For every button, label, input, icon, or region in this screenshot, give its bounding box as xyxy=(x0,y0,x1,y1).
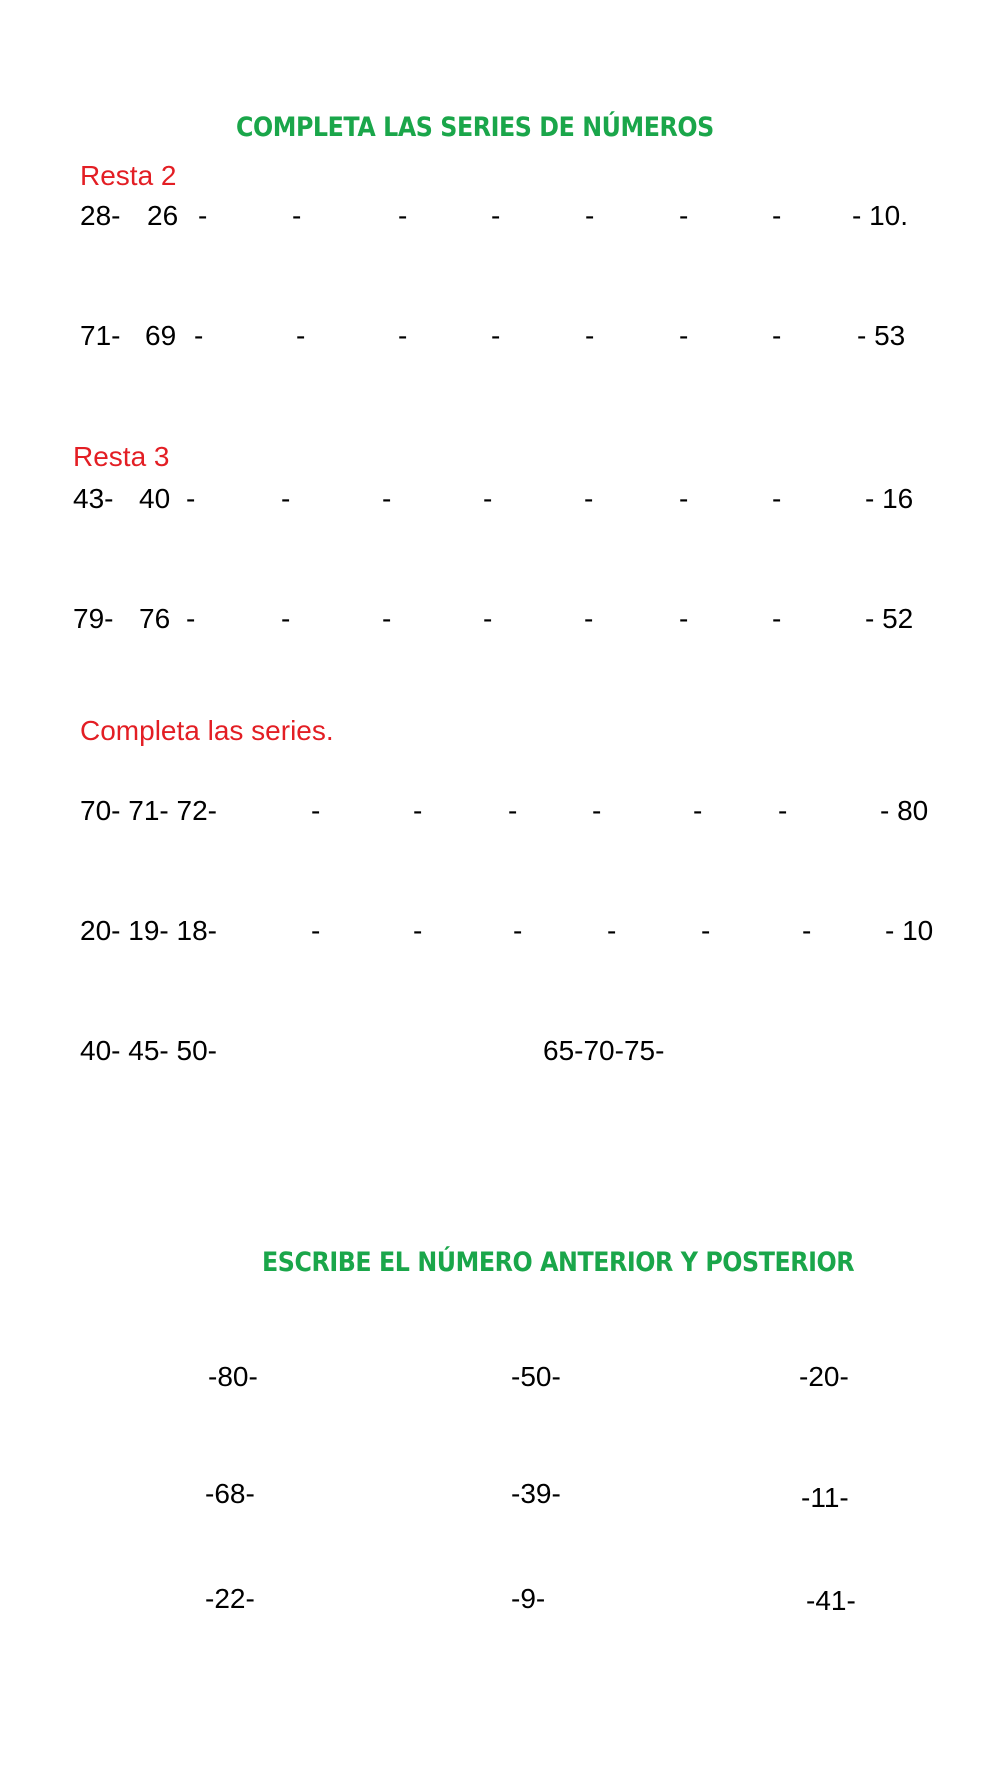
series-dash: - xyxy=(772,483,782,514)
series-dash: - xyxy=(701,915,711,946)
series-start: 40- 45- 50- xyxy=(80,1035,217,1066)
number-item: -39- xyxy=(511,1478,561,1509)
series-dash: - xyxy=(772,200,782,231)
number-item: -22- xyxy=(205,1583,255,1614)
number-item: -20- xyxy=(799,1361,849,1392)
number-item: -68- xyxy=(205,1478,255,1509)
series-dash: - xyxy=(413,795,423,826)
series-dash: - xyxy=(186,483,196,514)
series-end: - 16 xyxy=(865,483,914,514)
heading-resta-2: Resta 2 xyxy=(80,160,177,191)
series-dash: - xyxy=(491,320,501,351)
series-end: - 53 xyxy=(857,320,906,351)
series-dash: - xyxy=(584,603,594,634)
title-completa-series: COMPLETA LAS SERIES DE NÚMEROS xyxy=(236,112,714,143)
series-end: - 80 xyxy=(880,795,929,826)
series-dash: - xyxy=(584,483,594,514)
series-dash: - xyxy=(778,795,788,826)
number-item: -80- xyxy=(208,1361,258,1392)
series-dash: - xyxy=(382,603,392,634)
series-dash: - xyxy=(296,320,306,351)
series-start: 71- xyxy=(80,320,121,351)
series-dash: - xyxy=(398,320,408,351)
series-dash: - xyxy=(693,795,703,826)
series-start: 79- xyxy=(73,603,114,634)
series-dash: - xyxy=(194,320,204,351)
series-second: 26 xyxy=(147,200,179,231)
series-dash: - xyxy=(281,603,291,634)
series-dash: - xyxy=(679,483,689,514)
series-end: - 52 xyxy=(865,603,914,634)
series-middle: 65-70-75- xyxy=(543,1035,665,1066)
series-dash: - xyxy=(311,795,321,826)
series-second: 69 xyxy=(145,320,177,351)
series-dash: - xyxy=(186,603,196,634)
series-dash: - xyxy=(679,320,689,351)
number-item: -41- xyxy=(806,1585,856,1616)
series-dash: - xyxy=(607,915,617,946)
series-start: 43- xyxy=(73,483,114,514)
series-dash: - xyxy=(592,795,602,826)
number-item: -50- xyxy=(511,1361,561,1392)
series-dash: - xyxy=(483,603,493,634)
series-dash: - xyxy=(772,320,782,351)
series-dash: - xyxy=(281,483,291,514)
series-dash: - xyxy=(382,483,392,514)
series-dash: - xyxy=(311,915,321,946)
series-dash: - xyxy=(585,320,595,351)
series-dash: - xyxy=(802,915,812,946)
series-dash: - xyxy=(508,795,518,826)
series-dash: - xyxy=(679,200,689,231)
series-dash: - xyxy=(513,915,523,946)
series-dash: - xyxy=(491,200,501,231)
series-dash: - xyxy=(483,483,493,514)
series-dash: - xyxy=(398,200,408,231)
number-item: -11- xyxy=(801,1482,849,1513)
series-dash: - xyxy=(198,200,208,231)
series-start: 20- 19- 18- xyxy=(80,915,217,946)
series-second: 40 xyxy=(139,483,171,514)
number-item: -9- xyxy=(511,1583,546,1614)
series-dash: - xyxy=(292,200,302,231)
series-start: 70- 71- 72- xyxy=(80,795,217,826)
series-dash: - xyxy=(585,200,595,231)
title-anterior-posterior: ESCRIBE EL NÚMERO ANTERIOR Y POSTERIOR xyxy=(262,1247,855,1278)
series-second: 76 xyxy=(139,603,171,634)
series-dash: - xyxy=(772,603,782,634)
series-start: 28- xyxy=(80,200,121,231)
series-dash: - xyxy=(413,915,423,946)
series-end: - 10 xyxy=(885,915,934,946)
series-end: - 10. xyxy=(852,200,909,231)
series-dash: - xyxy=(679,603,689,634)
heading-resta-3: Resta 3 xyxy=(73,441,170,472)
heading-completa-series: Completa las series. xyxy=(80,715,334,746)
